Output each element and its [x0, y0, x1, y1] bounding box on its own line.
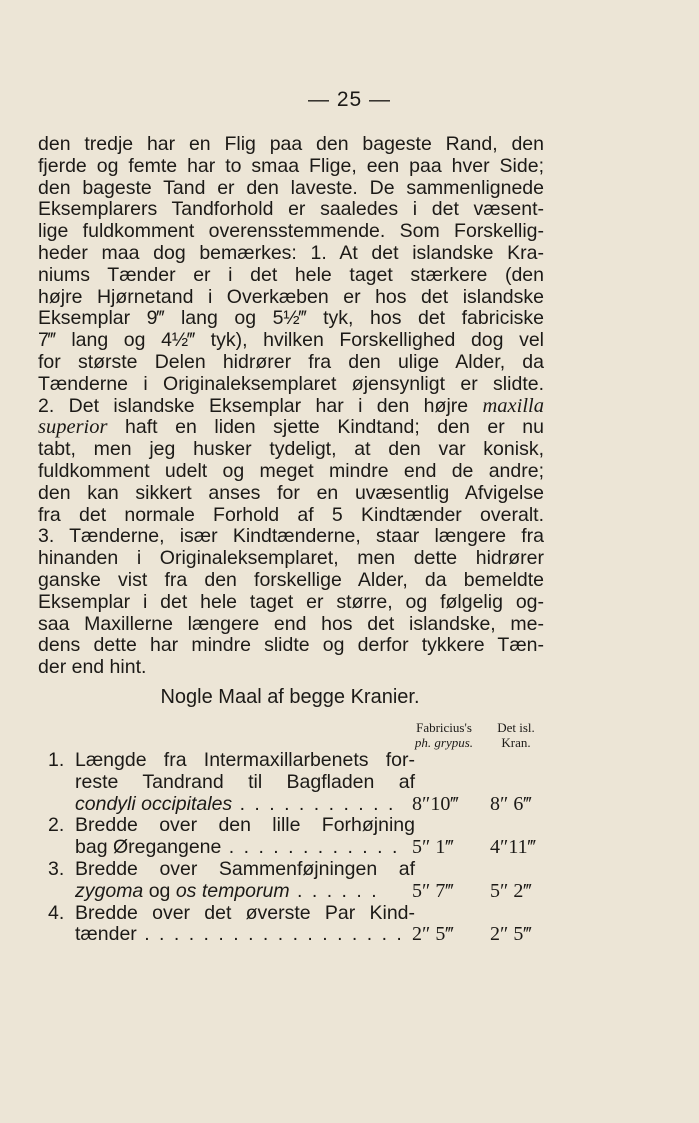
value-fabricius: 2″ 5‴: [412, 923, 454, 946]
text-line: dens dette har mindre slidte og derfor tykkere Tæn-: [38, 634, 544, 657]
measurement-row: [38, 750, 558, 772]
row-description: Bredde over det øverste Par Kind-: [75, 901, 415, 924]
italic-term: condyli occipitales: [75, 792, 233, 815]
text-line: fra det normale Forhold af 5 Kindtænder overalt.: [38, 503, 544, 526]
text-line: Eksemplar 9‴ lang og 5½‴ tyk, hos det fabriciske: [38, 307, 544, 330]
text-line: fuldkomment udelt og meget mindre end de andre;: [38, 459, 544, 482]
text-line: saa Maxillerne længere end hos det islandske, me-: [38, 612, 544, 635]
row-number: 1.: [48, 749, 65, 771]
text-fragment: tænder: [75, 923, 137, 946]
text-fragment: og: [143, 879, 176, 902]
leader-dots: . . . . . .: [289, 879, 379, 902]
row-number: 3.: [48, 857, 65, 880]
column-header-icelandic: [484, 720, 548, 750]
text-line: [38, 417, 544, 439]
text-line: Tænderne i Originaleksemplaret øjensynligt er slidte.: [38, 372, 544, 395]
measurement-row: [38, 815, 558, 837]
text-line: Eksemplarers Tandforhold er saaledes i det væsent-: [38, 198, 544, 221]
text-line: [38, 396, 544, 418]
text-line: den bageste Tand er den laveste. De sammenlignede: [38, 176, 544, 199]
text-line: niums Tænder er i det hele taget stærkere (den: [38, 263, 544, 286]
text-line: den kan sikkert anses for en uvæsentlig Afvigelse: [38, 481, 544, 504]
measurement-row-continued: [38, 794, 558, 816]
row-description: Bredde over Sammenføjningen af: [75, 857, 415, 880]
measurement-row-continued: [38, 881, 558, 903]
row-number: 2.: [48, 814, 65, 837]
value-fabricius: 5″ 1‴: [412, 836, 454, 859]
row-description: Bredde over den lille Forhøjning: [75, 814, 415, 837]
italic-term: superior: [38, 416, 108, 439]
value-fabricius: 5″ 7‴: [412, 879, 454, 902]
text-line: hinanden i Originaleksemplaret, men dette hidrører: [38, 547, 544, 570]
value-fabricius: 8″10‴: [412, 792, 459, 815]
column-header-line: ph. grypus.: [414, 735, 474, 750]
value-icelandic: 5″ 2‴: [490, 879, 532, 902]
column-header-line: Det isl.: [497, 720, 535, 735]
measurement-table: [38, 750, 558, 946]
measurement-row-continued: [38, 837, 558, 859]
measurement-row: [38, 903, 558, 925]
text-line: fjerde og femte har to smaa Flige, een paa hver Side;: [38, 154, 544, 177]
row-description: reste Tandrand til Bagfladen af: [75, 770, 415, 793]
row-description: [75, 837, 415, 859]
leader-dots: . . . . . . . . . . . .: [221, 836, 400, 859]
measurement-row-continued: [38, 924, 558, 946]
leader-dots: . . . . . . . . . . . . . . . . . .: [136, 923, 404, 946]
text-line: højre Hjørnetand i Overkæben er hos det islandske: [38, 285, 544, 308]
text-line: ganske vist fra den forskellige Alder, da bemeldte: [38, 568, 544, 591]
column-header-fabricius: [396, 720, 492, 750]
text-line: for største Delen hidrører fra den ulige Alder, da: [38, 350, 544, 373]
text-line: tabt, men jeg husker tydeligt, at den var konisk,: [38, 438, 544, 461]
measurement-row-continued: [38, 772, 558, 794]
value-icelandic: 2″ 5‴: [490, 923, 532, 946]
page-number: — 25 —: [307, 88, 392, 111]
column-header-line: Fabricius's: [416, 720, 472, 735]
value-icelandic: 8″ 6‴: [490, 792, 532, 815]
text-line: 7‴ lang og 4½‴ tyk), hvilken Forskellighed dog vel: [38, 329, 544, 352]
text-line: heder maa dog bemærkes: 1. At det islandske Kra-: [38, 241, 544, 264]
row-description: [75, 881, 415, 903]
text-fragment: haft en liden sjette Kindtand; den er nu: [107, 416, 544, 439]
italic-term: maxilla: [482, 394, 544, 417]
text-line: Eksemplar i det hele taget er større, og følgelig og-: [38, 590, 544, 613]
text-line: den tredje har en Flig paa den bageste Rand, den: [38, 133, 544, 155]
row-description: Længde fra Intermaxillarbenets for-: [75, 749, 415, 771]
text-line: 3. Tænderne, især Kindtænderne, staar længere fra: [38, 525, 544, 548]
body-paragraph: [38, 134, 544, 679]
leader-dots: . . . . . . . . . . .: [232, 792, 396, 815]
row-number: 4.: [48, 901, 65, 924]
column-header-line: Kran.: [501, 735, 531, 750]
text-fragment: 2. Det islandske Eksemplar har i den højre: [38, 394, 483, 417]
text-fragment: bag Øregangene: [75, 836, 222, 859]
italic-term: zygoma: [75, 879, 144, 902]
text-line: der end hint.: [38, 656, 147, 679]
value-icelandic: 4″11‴: [490, 836, 536, 859]
row-description: [75, 794, 415, 816]
measurement-row: [38, 859, 558, 881]
text-line: lige fuldkomment overensstemmende. Som Forskellig-: [38, 220, 544, 243]
section-heading: Nogle Maal af begge Kranier.: [160, 686, 420, 708]
row-description: [75, 924, 415, 946]
italic-term: os temporum: [175, 879, 290, 902]
